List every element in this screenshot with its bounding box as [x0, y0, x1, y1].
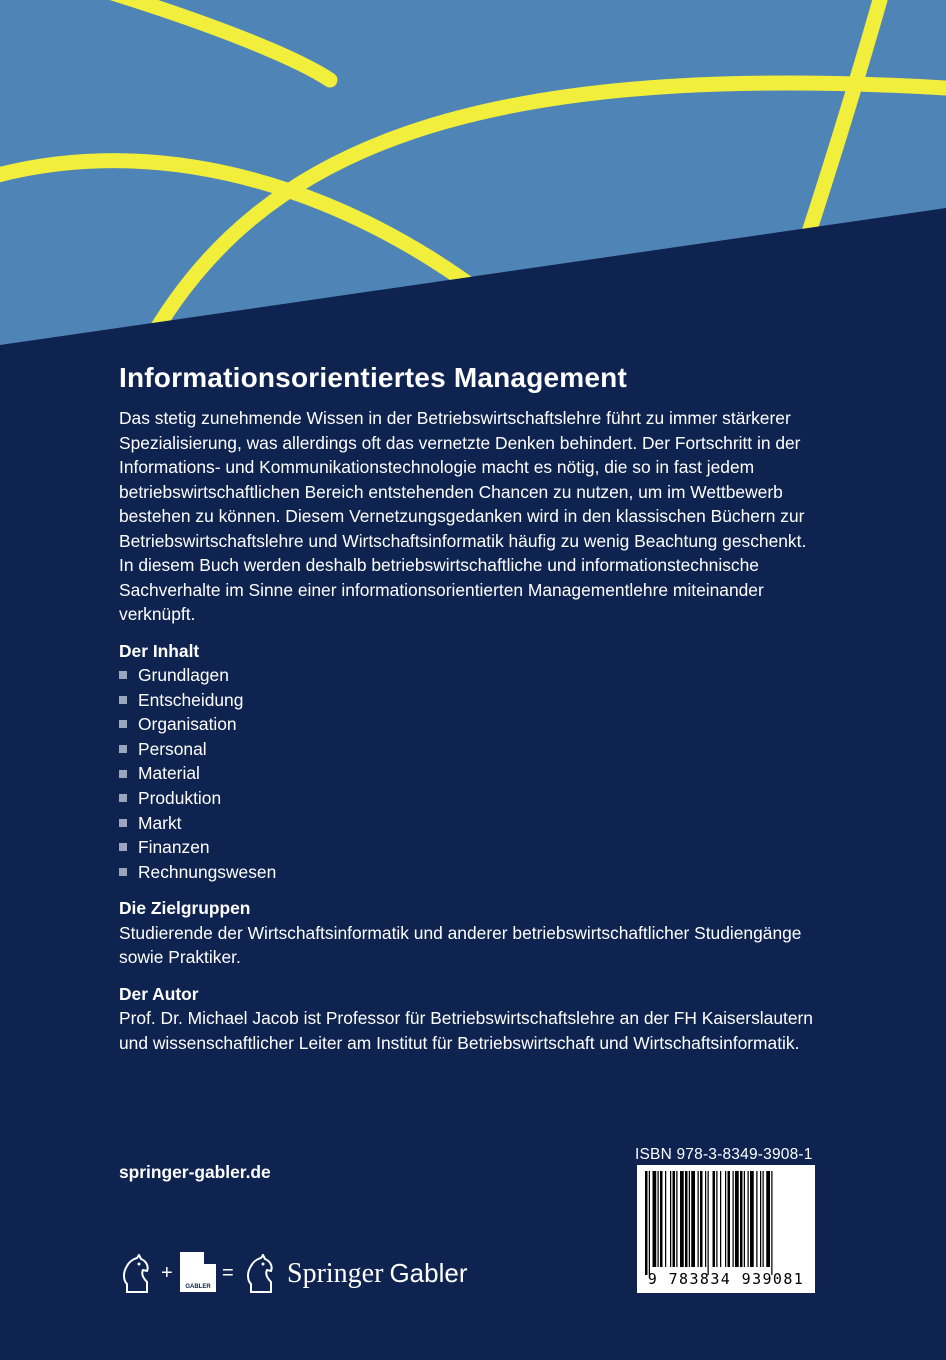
back-cover-text [119, 362, 819, 1055]
gabler-wordmark: Gabler [389, 1258, 468, 1288]
gabler-logo [180, 1252, 216, 1292]
barcode-bar [771, 1171, 772, 1275]
barcode-bar [756, 1171, 757, 1267]
barcode-bar [685, 1171, 688, 1267]
springer-gabler-wordmark [287, 1258, 467, 1290]
square-bullet-icon [119, 770, 127, 778]
barcode-bar [748, 1171, 749, 1267]
barcode-bar [700, 1171, 703, 1267]
book-title: Informationsorientiertes Management [119, 362, 627, 393]
barcode-bar [660, 1171, 663, 1267]
barcode [637, 1165, 815, 1293]
square-bullet-icon [119, 671, 127, 679]
list-item: Grundlagen [119, 663, 819, 688]
barcode-bar [733, 1171, 734, 1267]
barcode-bar [676, 1171, 677, 1267]
barcode-bar [698, 1171, 699, 1267]
barcode-bar [740, 1171, 743, 1267]
equals-sign: = [222, 1262, 234, 1284]
author-text: Prof. Dr. Michael Jacob ist Professor für Betriebswirtschaftslehre an der FH Kaiserslautern und wissenschaftlicher Leiter am Institut für Betriebswirtschaft und Wirtschaftsinformatik. [119, 1008, 813, 1053]
list-item: Markt [119, 811, 819, 836]
barcode-bar [645, 1171, 648, 1275]
square-bullet-icon [119, 696, 127, 704]
barcode-bar [708, 1171, 709, 1275]
plus-sign: + [161, 1262, 173, 1284]
barcode-bar [720, 1171, 721, 1267]
barcode-bar [716, 1171, 717, 1267]
list-item: Produktion [119, 786, 819, 811]
barcode-bar [665, 1171, 666, 1267]
author-heading: Der Autor [119, 983, 199, 1004]
square-bullet-icon [119, 819, 127, 827]
springer-horse-icon [243, 1254, 279, 1294]
square-bullet-icon [119, 720, 127, 728]
barcode-bar [689, 1171, 690, 1267]
gabler-logo-text: GABLER [185, 1284, 211, 1290]
barcode-bar [750, 1171, 754, 1267]
publisher-logos [119, 1248, 519, 1298]
list-item: Entscheidung [119, 688, 819, 713]
barcode-bar [725, 1171, 726, 1267]
barcode-bar [763, 1171, 764, 1267]
contents-heading: Der Inhalt [119, 640, 200, 661]
isbn: ISBN 978-3-8349-3908-1 [635, 1146, 813, 1163]
square-bullet-icon [119, 794, 127, 802]
square-bullet-icon [119, 843, 127, 851]
barcode-number: 9 783834 939081 [647, 1270, 805, 1288]
audience-heading: Die Zielgruppen [119, 898, 251, 919]
barcode-bar [653, 1171, 657, 1267]
springer-wordmark: Springer [287, 1258, 384, 1289]
springer-horse-icon [119, 1254, 155, 1294]
barcode-bar [744, 1171, 745, 1267]
barcode-bar [705, 1171, 706, 1267]
barcode-bar [735, 1171, 739, 1267]
square-bullet-icon [119, 745, 127, 753]
publisher-website: springer-gabler.de [119, 1162, 271, 1182]
barcode-bar [680, 1171, 684, 1267]
barcode-bar [691, 1171, 695, 1267]
list-item: Rechnungswesen [119, 860, 819, 885]
list-item: Finanzen [119, 835, 819, 860]
barcode-bar [713, 1171, 716, 1267]
sky-panel [0, 0, 946, 345]
barcode-bar [658, 1171, 659, 1267]
barcode-bar [760, 1171, 761, 1267]
list-item: Organisation [119, 712, 819, 737]
contents-list [119, 663, 819, 884]
list-item: Personal [119, 737, 819, 762]
square-bullet-icon [119, 868, 127, 876]
cover-graphic [0, 0, 946, 360]
barcode-bar [673, 1171, 676, 1267]
book-description: Das stetig zunehmende Wissen in der Betriebswirtschaftslehre führt zu immer stärkerer Spezialisierung, was allerdings oft das vernetzte Denken behindert. Der Fortschritt in der Informations- und Kommunikationstechnologie macht es nötig, die so in fast jedem betriebswirtschaftlichen Bereich entstehenden Chancen zu nutzen, um im Wettbewerb bestehen zu können. Diesem Vernetzungsgedanken wird in den klassischen Büchern zur Betriebswirtschaftslehre und Wirtschaftsinformatik häufig zu wenig Beachtung geschenkt. In diesem Buch werden deshalb betriebswirtschaftliche und informationstechnische Sachverhalte im Sinne einer informationsorientierten Managementlehre miteinander verknüpft. [119, 408, 807, 624]
barcode-bar [649, 1171, 650, 1275]
barcode-bar [766, 1171, 770, 1267]
barcode-bar [670, 1171, 671, 1267]
barcode-bar [728, 1171, 731, 1267]
audience-text: Studierende der Wirtschaftsinformatik und anderer betriebswirtschaftlicher Studiengänge sowie Praktiker. [119, 922, 802, 968]
list-item: Material [119, 761, 819, 786]
